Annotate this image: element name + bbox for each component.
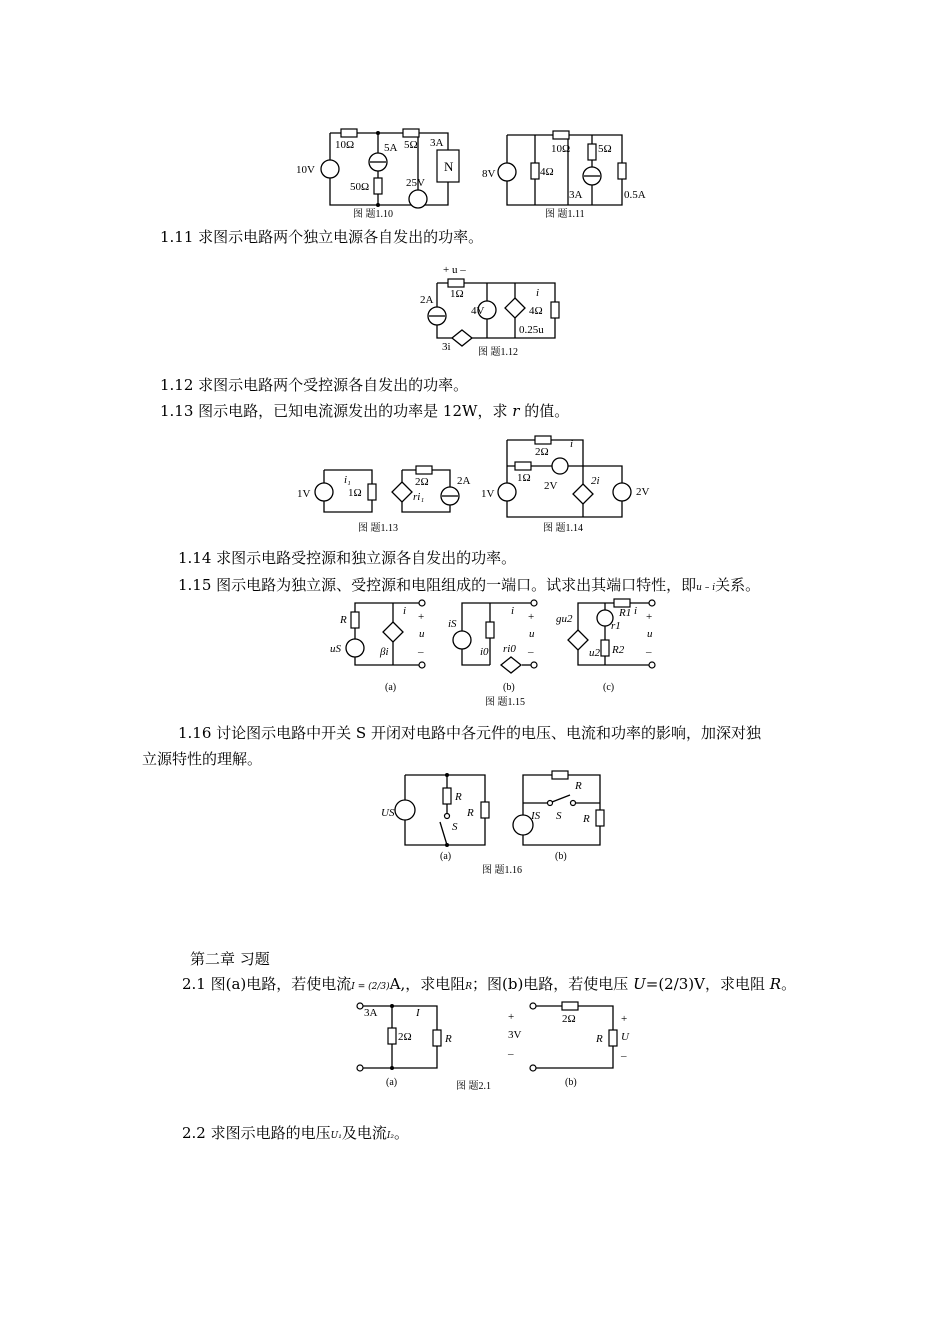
f1-14-v3-label: 2V <box>636 486 650 498</box>
figure-1-13 <box>297 466 471 534</box>
problem-1-11: 1.11 求图示电路两个独立电源各自发出的功率。 <box>160 228 484 246</box>
problem-2-1-text-a: 2.1 图(a)电路，若使电流 <box>182 975 352 993</box>
f1-14-dep-label: 2i <box>591 475 600 487</box>
problem-2-1-R: R <box>465 982 472 992</box>
f1-11-r1-label: 4Ω <box>540 166 554 178</box>
f1-16-caption: 图 题1.16 <box>482 865 522 876</box>
chapter-2-heading: 第二章 习题 <box>190 950 270 968</box>
problem-2-1-text-e: 。 <box>781 975 797 993</box>
f1-15-minus-c-label: – <box>646 646 652 658</box>
problem-2-1-text-c: ；图(b)电路，若使电压 <box>472 975 629 993</box>
f1-11-i2-label: 0.5A <box>624 189 646 201</box>
problem-2-2-I: I₂ <box>386 1131 395 1141</box>
f1-12-u-label: + u – <box>443 264 466 276</box>
f1-15-gu2-label: gu2 <box>556 613 573 625</box>
f2-1-b-label: (b) <box>565 1077 577 1088</box>
f1-15-c-label: (c) <box>603 682 615 693</box>
f2-1-caption: 图 题2.1 <box>456 1081 491 1092</box>
f2-1-a-label: (a) <box>386 1077 398 1088</box>
f2-1-R-a-label: R <box>445 1033 452 1045</box>
f1-10-caption: 图 题1.10 <box>353 209 393 220</box>
f1-15-bi-label: βi <box>380 646 389 658</box>
problem-2-2-text-c: 。 <box>394 1124 410 1142</box>
f2-1-r1-label: 2Ω <box>398 1031 412 1043</box>
problem-1-13-text-a: 1.13 图示电路，已知电流源发出的功率是 12W，求 <box>160 402 508 420</box>
problem-1-15-ui: u – i <box>696 583 716 593</box>
figure-1-14 <box>481 436 650 534</box>
problem-2-1-U: U <box>633 975 646 993</box>
f2-1-plus-b1-label: + <box>508 1011 515 1023</box>
f1-16-S-a-label: S <box>452 821 458 833</box>
f1-16-R-b1-label: R <box>575 780 582 792</box>
f1-10-box-label: N <box>444 159 454 174</box>
f1-12-dep1-label: 0.25u <box>519 324 544 336</box>
problem-2-1-text-b: A,，求电阻 <box>389 975 466 993</box>
f1-11-caption: 图 题1.11 <box>545 209 585 220</box>
f1-11-v1-label: 8V <box>482 168 496 180</box>
f1-16-R-a2-label: R <box>467 807 474 819</box>
figure-1-12 <box>420 264 559 358</box>
f2-1-U-label: U <box>621 1031 629 1043</box>
f1-12-v1-label: 4V <box>471 305 485 317</box>
f1-14-r1-label: 2Ω <box>535 446 549 458</box>
f1-13-v1-label: 1V <box>297 488 311 500</box>
f1-15-u-b-label: u <box>529 628 535 640</box>
f2-1-minus-b1-label: – <box>508 1048 514 1060</box>
f1-12-i-label: i <box>536 287 540 299</box>
problem-1-12: 1.12 求图示电路两个受控源各自发出的功率。 <box>160 376 469 394</box>
f1-15-R1-label: R1 <box>619 607 632 619</box>
f1-11-i1-label: 3A <box>569 189 583 201</box>
problem-1-13-text-b: 的值。 <box>524 402 570 420</box>
problem-1-15 <box>178 576 760 597</box>
f1-10-v2-label: 25V <box>406 177 425 189</box>
f2-1-I-label: I <box>416 1007 420 1019</box>
f1-13-i2-label: 2A <box>457 475 471 487</box>
f1-15-i-a-label: i <box>403 605 407 617</box>
f1-15-minus-b-label: – <box>528 646 534 658</box>
f1-10-r2-label: 5Ω <box>404 139 418 151</box>
f1-11-r3-label: 5Ω <box>598 143 612 155</box>
f1-14-v2-label: 2V <box>544 480 558 492</box>
problem-1-16-line2: 立源特性的理解。 <box>142 750 263 768</box>
f1-13-i1-label: i₁ <box>344 474 351 486</box>
f1-14-caption: 图 题1.14 <box>543 523 583 534</box>
f1-15-plus-c-label: + <box>646 611 653 623</box>
problem-1-16-line1: 1.16 讨论图示电路中开关 S 开闭对电路中各元件的电压、电流和功率的影响，加深对独 <box>178 724 761 742</box>
f1-15-a-label: (a) <box>385 682 397 693</box>
f2-1-minus-b2-label: – <box>621 1050 627 1062</box>
f1-16-b-label: (b) <box>555 851 567 862</box>
f2-1-v1-label: 3V <box>508 1029 522 1041</box>
problem-1-13-r: r <box>512 402 520 420</box>
f1-16-a-label: (a) <box>440 851 452 862</box>
problem-1-15-text-b: 关系。 <box>715 576 761 594</box>
f2-1-R-b-label: R <box>596 1033 603 1045</box>
f1-15-ri0-label: ri0 <box>503 643 516 655</box>
f1-15-minus-a-label: – <box>418 646 424 658</box>
figure-1-11 <box>482 131 646 220</box>
figure-2-1 <box>357 1002 630 1092</box>
problem-1-14: 1.14 求图示电路受控源和独立源各自发出的功率。 <box>178 549 517 567</box>
problem-2-1-I: I = (2/3) <box>351 982 390 992</box>
f1-13-r1-label: 1Ω <box>348 487 362 499</box>
f1-15-u-a-label: u <box>419 628 425 640</box>
problem-2-2-text-a: 2.2 求图示电路的电压 <box>182 1124 331 1142</box>
f1-15-i-c-label: i <box>634 605 638 617</box>
f1-15-R-label: R <box>340 614 347 626</box>
f1-14-v1-label: 1V <box>481 488 495 500</box>
f1-15-i0-label: i0 <box>480 646 489 658</box>
f1-13-dep-label: ri₁ <box>413 491 425 503</box>
f2-1-r2-label: 2Ω <box>562 1013 576 1025</box>
f1-15-is-label: iS <box>448 618 457 630</box>
f1-16-R-b2-label: R <box>583 813 590 825</box>
f1-13-caption: 图 题1.13 <box>358 523 398 534</box>
f1-10-i1-label: 5A <box>384 142 398 154</box>
f1-12-r1-label: 1Ω <box>450 288 464 300</box>
figure-1-15 <box>330 599 655 708</box>
problem-1-15-text-a: 1.15 图示电路为独立源、受控源和电阻组成的一端口。试求出其端口特性，即 <box>178 576 697 594</box>
f1-15-r1-label: r1 <box>611 620 621 632</box>
f1-12-caption: 图 题1.12 <box>478 347 518 358</box>
f1-11-r2-label: 10Ω <box>551 143 571 155</box>
f1-12-i1-label: 2A <box>420 294 434 306</box>
f1-16-R-a1-label: R <box>455 791 462 803</box>
f1-14-r2-label: 1Ω <box>517 472 531 484</box>
f1-15-u2-label: u2 <box>589 647 600 659</box>
f1-16-S-b-label: S <box>556 810 562 822</box>
f1-10-r3-label: 50Ω <box>350 181 370 193</box>
problem-2-2-U: U₁ <box>330 1131 342 1141</box>
f1-14-i-label: i <box>570 438 574 450</box>
f1-10-i2-label: 3A <box>430 137 444 149</box>
f1-12-r2-label: 4Ω <box>529 305 543 317</box>
f1-15-caption: 图 题1.15 <box>485 697 525 708</box>
f1-15-b-label: (b) <box>503 682 515 693</box>
figure-1-10 <box>296 129 459 220</box>
f1-15-i-b-label: i <box>511 605 515 617</box>
problem-2-1-R2: R <box>769 975 782 993</box>
f1-15-plus-a-label: + <box>418 611 425 623</box>
problem-2-1 <box>182 975 796 996</box>
f2-1-plus-b2-label: + <box>621 1013 628 1025</box>
f1-16-Is-label: IS <box>531 810 541 822</box>
f1-12-dep2-label: 3i <box>442 341 451 353</box>
f1-16-Us-label: US <box>381 807 395 819</box>
f1-15-us-label: uS <box>330 643 341 655</box>
problem-1-13 <box>160 402 569 420</box>
f1-13-r2-label: 2Ω <box>415 476 429 488</box>
f1-15-R2-label: R2 <box>612 644 625 656</box>
f1-15-plus-b-label: + <box>528 611 535 623</box>
figure-1-16 <box>381 771 604 876</box>
problem-2-1-text-d: =(2/3)V，求电阻 <box>645 975 765 993</box>
f1-10-r1-label: 10Ω <box>335 139 355 151</box>
f1-15-u-c-label: u <box>647 628 653 640</box>
f1-10-v1-label: 10V <box>296 164 315 176</box>
problem-2-2-text-b: 及电流 <box>341 1124 387 1142</box>
f2-1-i1-label: 3A <box>364 1007 378 1019</box>
problem-2-2 <box>182 1124 409 1145</box>
